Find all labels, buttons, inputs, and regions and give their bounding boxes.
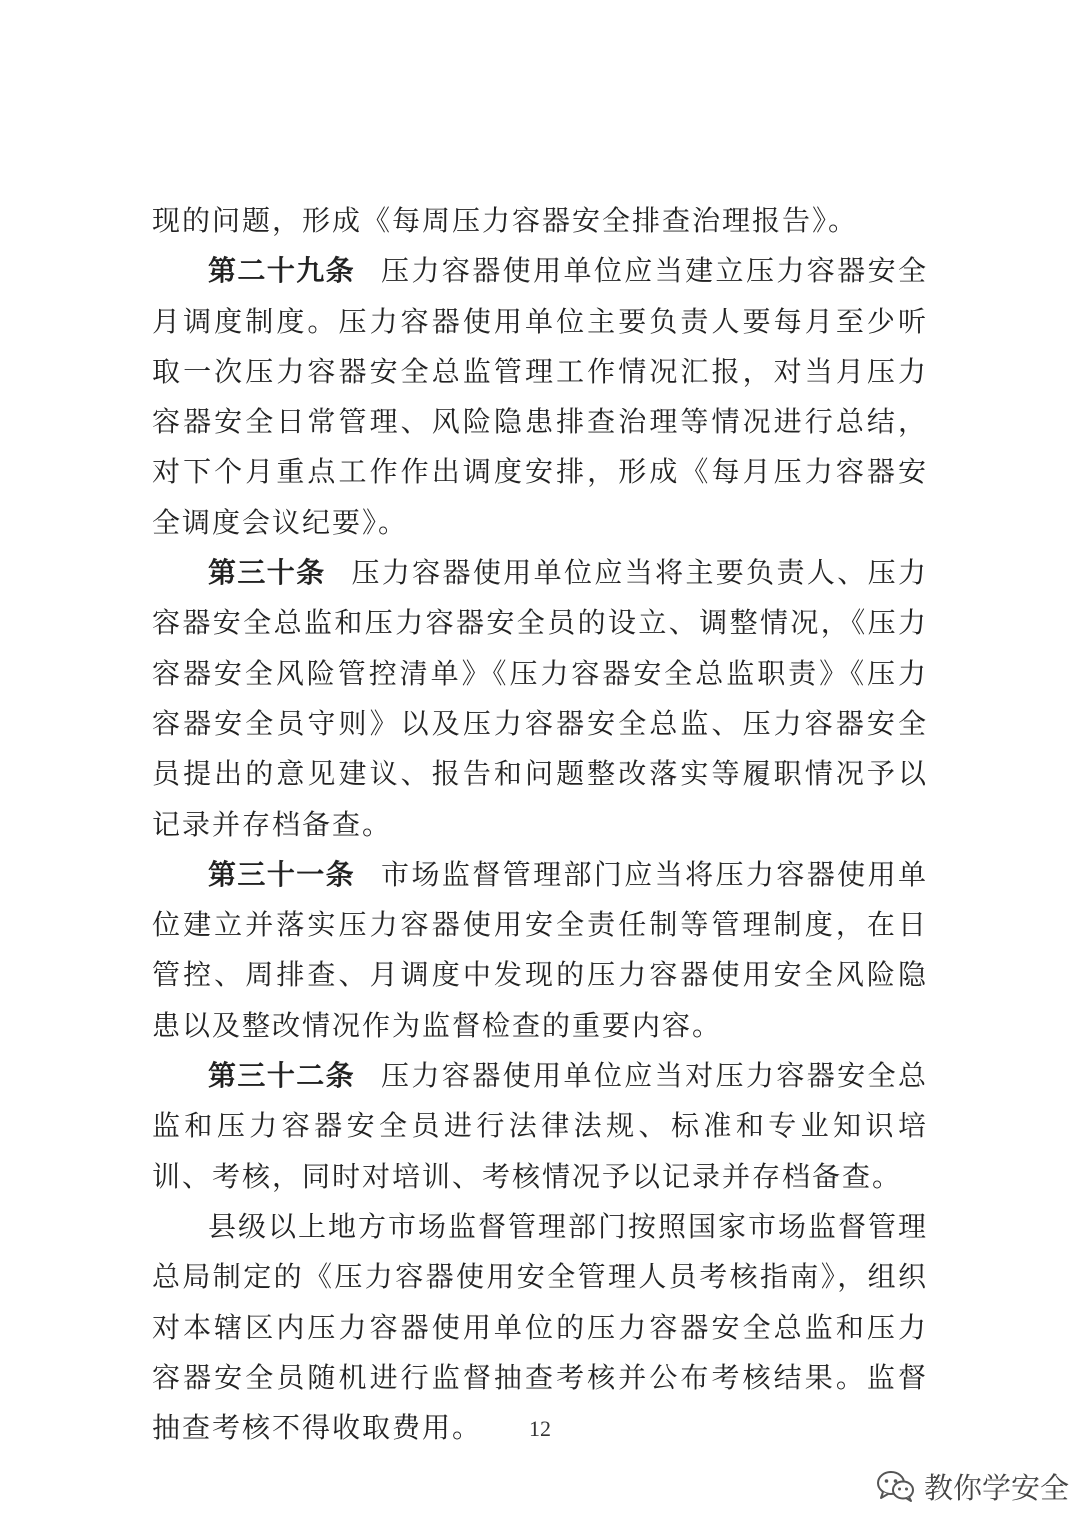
article-label: 第三十条 [208,556,326,590]
document-body [152,196,928,1453]
article-text: 市场监督管理部门应当将压力容器使用单位建立并落实压力容器使用安全责任制等管理制度，在日管控、周排查、月调度中发现的压力容器使用安全风险隐患以及整改情况作为监督检查的重要内容。 [152,857,928,1042]
wechat-icon [876,1469,916,1503]
article-label: 第二十九条 [208,254,356,288]
article-31 [152,850,928,1051]
page-number: 12 [529,1416,551,1441]
article-label: 第三十一条 [208,857,356,891]
paragraph-text: 县级以上地方市场监督管理部门按照国家市场监督管理总局制定的《压力容器使用安全管理人员考核指南》，组织对本辖区内压力容器使用单位的压力容器安全总监和压力容器安全员随机进行监督抽查考核并公布考核结果。监督抽查考核不得收取费用。 [152,1209,929,1445]
watermark-text: 教你学安全 [924,1470,1070,1505]
article-30 [152,548,928,850]
article-32 [152,1051,928,1202]
article-label: 第三十二条 [208,1059,356,1093]
paragraph-text: 现的问题，形成《每周压力容器安全排查治理报告》。 [152,204,859,237]
article-text: 压力容器使用单位应当对压力容器安全总监和压力容器安全员进行法律法规、标准和专业知识培训、考核，同时对培训、考核情况予以记录并存档备查。 [152,1059,928,1193]
article-text: 压力容器使用单位应当建立压力容器安全月调度制度。压力容器使用单位主要负责人要每月至少听取一次压力容器安全总监管理工作情况汇报，对当月压力容器安全日常管理、风险隐患排查治理等情况进行总结，对下个月重点工作作出调度安排，形成《每月压力容器安全调度会议纪要》。 [152,254,928,539]
article-text: 压力容器使用单位应当将主要负责人、压力容器安全总监和压力容器安全员的设立、调整情况，《压力容器安全风险管控清单》《压力容器安全总监职责》《压力容器安全员守则》以及压力容器安全总监、压力容器安全员提出的意见建议、报告和问题整改落实等履职情况予以记录并存档备查。 [152,556,928,841]
article-29 [152,246,928,548]
watermark [876,1464,1069,1508]
paragraph-continuation [152,196,928,246]
